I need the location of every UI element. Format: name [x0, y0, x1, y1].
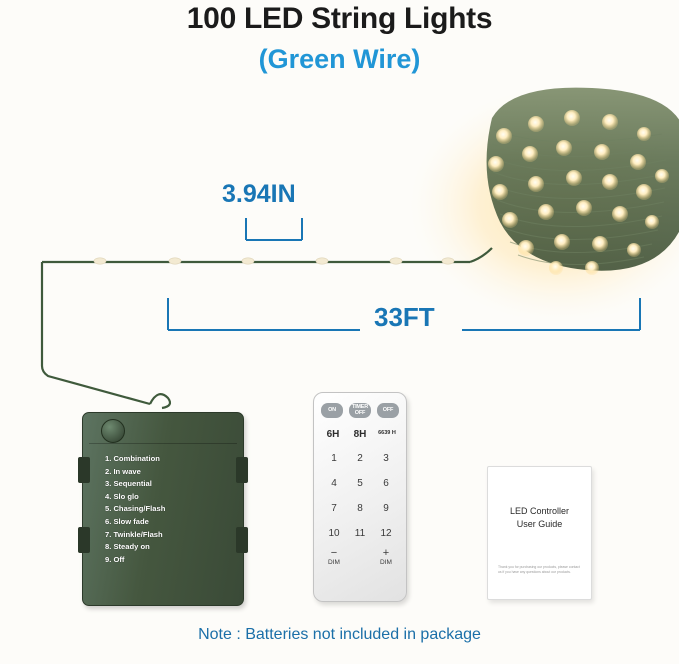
remote-key-6[interactable]: 6 — [383, 478, 389, 489]
mode-item: 9. Off — [105, 554, 125, 564]
user-guide-body-text: Thank you for purchasing our products, please contact us if you have any questions about our products. — [498, 565, 580, 574]
remote-off-button[interactable]: OFF — [377, 403, 399, 418]
remote-key-8[interactable]: 8 — [357, 503, 363, 514]
minus-icon: − — [330, 547, 338, 559]
remote-key-1[interactable]: 1 — [331, 453, 337, 464]
mode-item: 5. Chasing/Flash — [105, 504, 166, 514]
battery-box — [82, 412, 244, 606]
remote-keypad — [321, 453, 399, 539]
mode-item: 3. Sequential — [105, 479, 152, 489]
user-guide-title-line1: LED Controller — [509, 506, 570, 516]
remote-key-7[interactable]: 7 — [331, 503, 337, 514]
battery-box-mode-list — [105, 453, 165, 566]
mode-item: 2. In wave — [105, 466, 141, 476]
remote-top-row — [321, 403, 399, 418]
mode-item: 7. Twinkle/Flash — [105, 529, 163, 539]
mode-item: 1. Combination — [105, 454, 160, 463]
mode-item: 4. Slo glo — [105, 491, 139, 501]
user-guide-booklet — [487, 466, 592, 600]
remote-on-button[interactable]: ON — [321, 403, 343, 418]
dimension-label-length: 33FT — [374, 302, 435, 332]
battery-box-clip — [78, 527, 90, 553]
user-guide-title-line2: User Guide — [516, 519, 563, 529]
remote-key-5[interactable]: 5 — [357, 478, 363, 489]
dimension-label-spacing: 3.94IN — [222, 180, 296, 208]
plus-icon: + — [382, 547, 390, 559]
remote-key-10[interactable]: 10 — [328, 528, 340, 539]
remote-timer-off-button[interactable]: TIMER OFF — [349, 403, 371, 418]
battery-box-clip — [78, 457, 90, 483]
remote-control — [313, 392, 407, 602]
remote-extra-timer-button[interactable]: 6639 H — [378, 430, 396, 436]
page-title: 100 LED String Lights — [186, 2, 493, 35]
footer-note: Note : Batteries not included in package — [198, 626, 481, 643]
battery-box-seam — [89, 443, 237, 444]
remote-key-9[interactable]: 9 — [383, 503, 389, 514]
remote-key-4[interactable]: 4 — [331, 478, 337, 489]
remote-key-11[interactable]: 11 — [354, 528, 366, 539]
remote-key-12[interactable]: 12 — [380, 528, 392, 539]
remote-key-2[interactable]: 2 — [357, 453, 363, 464]
remote-6h-button[interactable]: 6H — [326, 429, 340, 440]
mode-item: 6. Slow fade — [105, 516, 149, 526]
remote-8h-button[interactable]: 8H — [353, 429, 367, 440]
battery-box-button-icon — [101, 419, 125, 443]
remote-timer-row — [321, 430, 399, 440]
remote-dim-up-button[interactable] — [373, 548, 399, 566]
battery-box-clip — [236, 457, 248, 483]
mode-item: 8. Steady on — [105, 542, 150, 552]
remote-dim-down-button[interactable] — [321, 548, 347, 566]
remote-dim-up-label: DIM — [380, 559, 392, 566]
page-subtitle: (Green Wire) — [258, 44, 421, 74]
remote-dim-down-label: DIM — [328, 559, 340, 566]
battery-box-clip — [236, 527, 248, 553]
user-guide-title — [488, 505, 591, 531]
remote-dim-row — [321, 548, 399, 566]
remote-key-3[interactable]: 3 — [383, 453, 389, 464]
